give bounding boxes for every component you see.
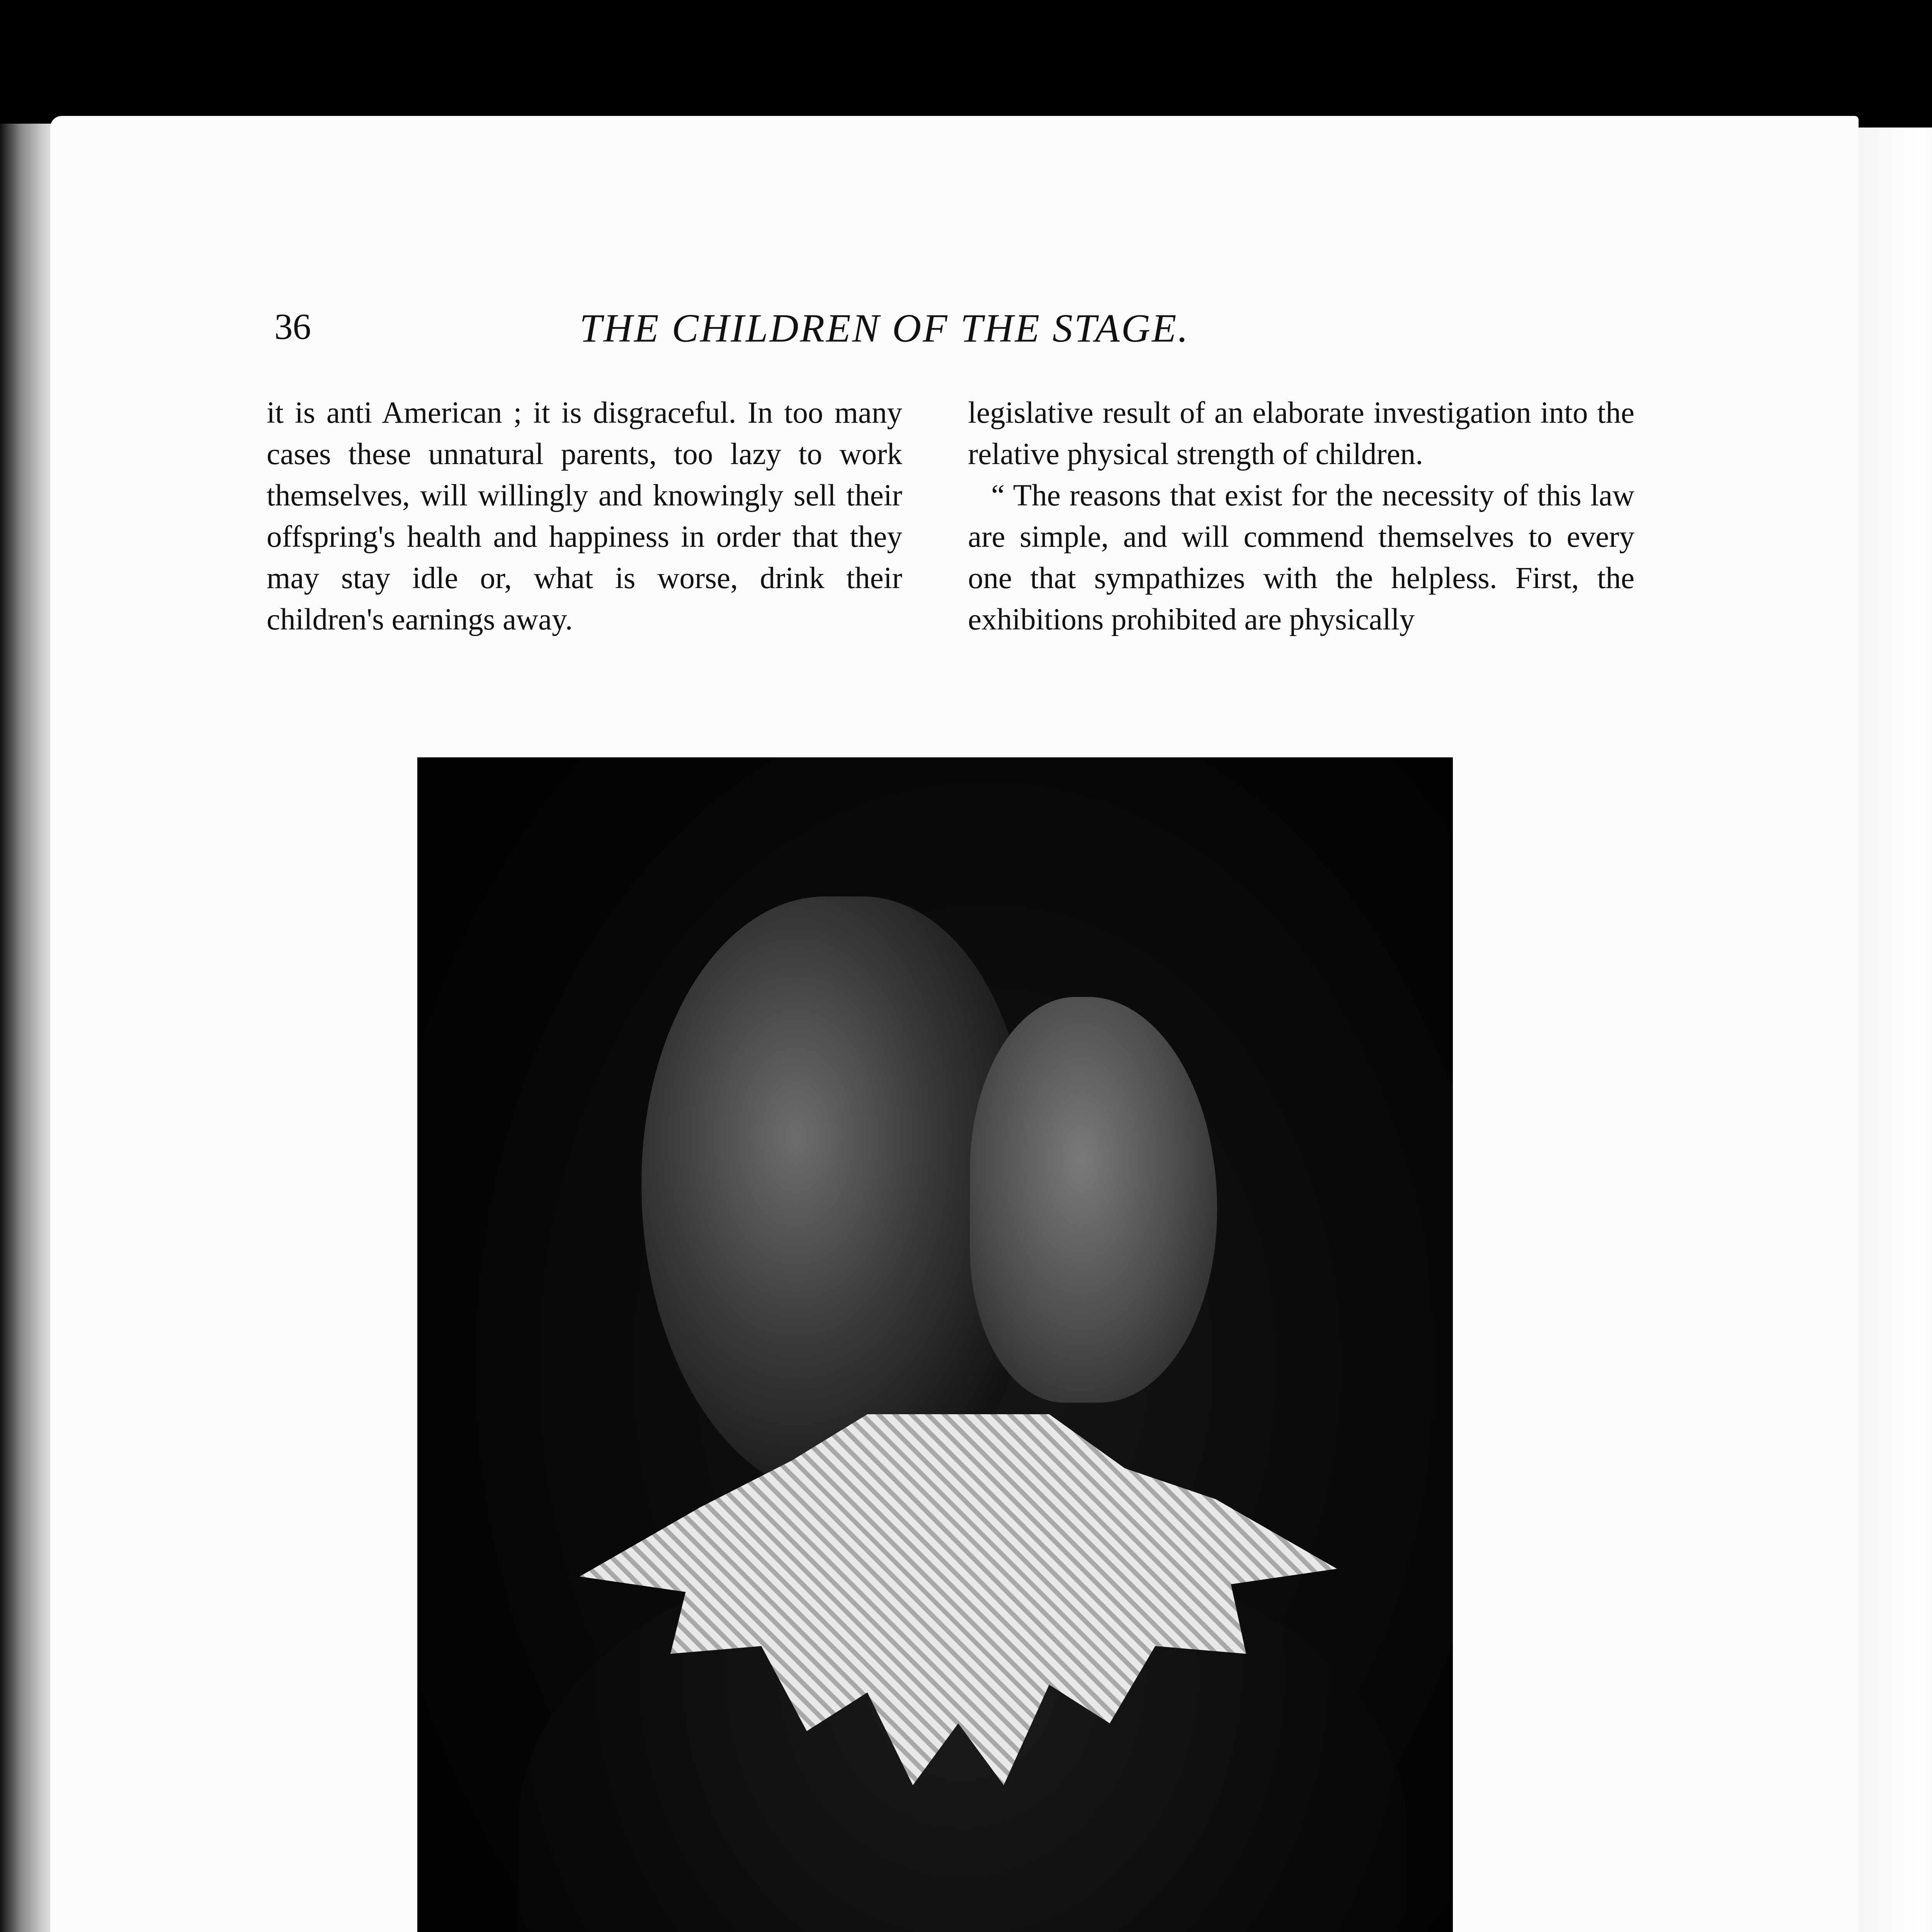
portrait-photo bbox=[417, 757, 1453, 1932]
photo-face bbox=[970, 997, 1217, 1403]
running-head: THE CHILDREN OF THE STAGE. bbox=[580, 306, 1190, 350]
paragraph: “ The reasons that exist for the necessity of this law are simple, and will commend themselves to every one that sympathizes with the helpless. First, the exhibitions prohibited are physically bbox=[968, 479, 1634, 636]
paragraph: it is anti American ; it is disgraceful. In too many cases these unnatural parents, too lazy to work themselves, will willingly and knowingly sell their offspring's health and happiness in order that they may stay idle or, what is worse, drink their children's earnings away. bbox=[267, 396, 902, 636]
page-number: 36 bbox=[274, 306, 311, 347]
column-top-right bbox=[968, 392, 1634, 640]
paragraph: legislative result of an elaborate investigation into the relative physical strength of children. bbox=[968, 396, 1634, 471]
column-top-left bbox=[267, 392, 902, 640]
page-header bbox=[274, 305, 1341, 359]
